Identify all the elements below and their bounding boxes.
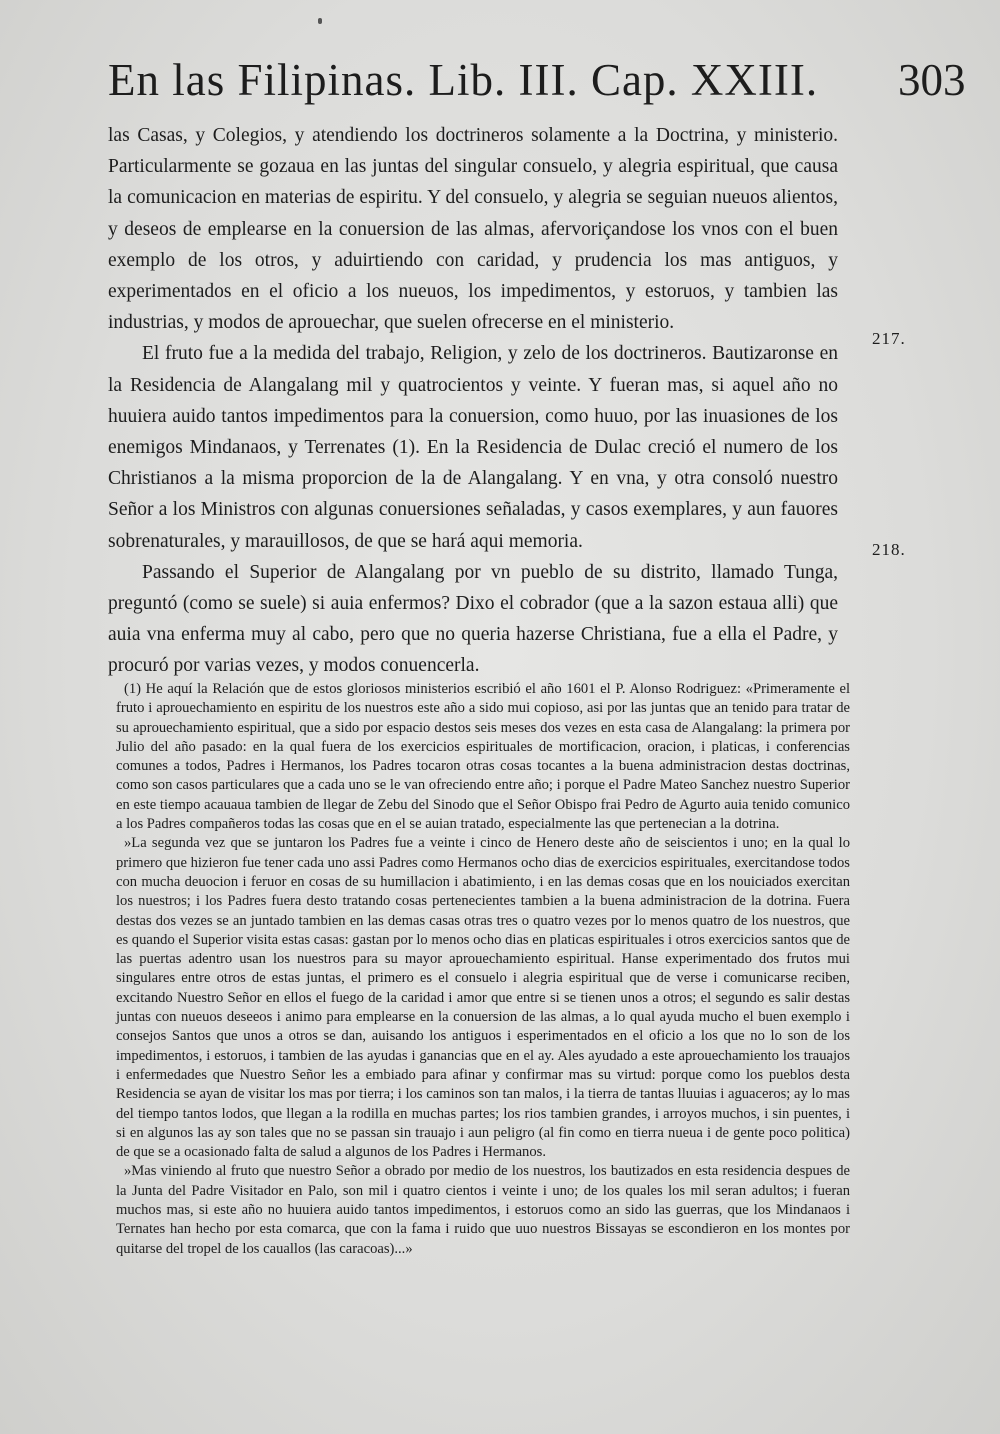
footnote-paragraph-1: (1) He aquí la Relación que de estos gloriosos ministerios escribió el año 1601 el P. Alonso Rodriguez: «Primeramente el fruto i aprouechamiento en espiritu de los nuestros este año a sido mui copioso, asi por las juntas que an tenido para tratar de su aprouechamiento espiritual, que a sido por espacio destos seis meses dos vezes en esta casa de Alangalang: la primera por Julio del año pasado: en la qual fuera de los exercicios espirituales de mortificacion, oracion, i platicas, i conferencias comunes a todos, Padres i Hermanos, los Padres tocaron otras cosas tocantes a la buena administracion destas doctrinas, como son casos particulares que a cada uno se le van ofreciendo entre año; i porque el Padre Mateo Sanchez nuestro Superior en este tiempo acauaua tambien de llegar de Zebu del Sinodo que el Señor Obispo frai Pedro de Agurto auia tenido comunico a los Padres compañeros todas las cosas que en el se auian tratado, especialmente las que pertenecian a la dotrina. <box>116 681 850 833</box>
footnote-paragraph-3: »Mas viniendo al fruto que nuestro Señor a obrado por medio de los nuestros, los bautizados en esta residencia despues de la Junta del Padre Visitador en Palo, son mil i quatro cientos i veinte i uno; de los quales los mil seran adultos; i fueran muchos mas, si este año no huuiera auido tantos impedimentos, i estoruos como an sido las guerras, que los Mindanaos i Ternates han hecho por esta comarca, que con la fama i ruido que uuo nuestros Bissayas se escondieron en los montes por quitarse del tropel de los cauallos (las caracoas)...» <box>116 1163 850 1257</box>
page-header <box>108 52 978 122</box>
footnote-paragraph-2: »La segunda vez que se juntaron los Padres fue a veinte i cinco de Henero deste año de seiscientos i uno; en la qual lo primero que hizieron fue tener cada uno assi Padres como Hermanos ocho dias de exercicios espirituales, exercitandose todos con mucha deuocion i feruor en cosas de su humillacion i abatimiento, i en las demas cosas que en los nouiciados exercitan los nuestros; i los Padres fuera desto tratando cosas pertenecientes tambien a la buena administracion de la dotrina. Fuera destas dos vezes se an juntado tambien en las demas casas otras tres o quatro vezes por lo menos quatro de los nuestros, que es quando el Superior visita estas casas: gastan por lo menos ocho dias en platicas espirituales i otros exercicios santos que de las puertas adentro usan los nuestros para su mayor aprouechamiento espiritual. Hanse experimentado dos frutos mui singulares entre otros de estas juntas, el primero es el consuelo i alegria espiritual que de verse i comunicarse reciben, excitando Nuestro Señor en ellos el fuego de la caridad i amor que entre si se tienen unos a otros; el segundo es salir destas juntas con nueuos deseeos i animo para emplearse en la conuersion de las almas, a lo qual ayuda mucho el buen exemplo i consejos Santos que unos a otros se dan, auisando los antiguos i esperimentados en el oficio a los que no lo son de los impedimentos, i estoruos, i tambien de las ayudas i ganancias que en el ay. Ales ayudado a este aprouechamiento los trauajos i enfermedades que Nuestro Señor les a embiado para afinar y confirmar mas su virtud: porque como los pueblos desta Residencia se ayan de visitar los mas por tierra; i los caminos son tan malos, i la tierra de tantas lluuias i aguaceros; ay lo mas del tiempo tantos lodos, que llegan a la rodilla en muchas partes; los rios tambien grandes, i arroyos muchos, i sin puentes, i si en algunos las ay son tales que no se passan sin trauajo i aun peligro (al fin como en tierra nueua i de gente poco politica) de que se a ocasionado falta de salud a algunos de los Padres i Hermanos. <box>116 835 850 1161</box>
body-paragraph-2: El fruto fue a la medida del trabajo, Religion, y zelo de los doctrineros. Bautizaronse en la Residencia de Alangalang mil y quatrocientos y veinte. Y fueran mas, si aquel año no huuiera auido tantos impedimentos para la conuersion, como huuo, por las inuasiones de los enemigos Mindanaos, y Terrenates (1). En la Residencia de Dulac creció el numero de los Christianos a la misma proporcion de la de Alangalang. Y en vna, y otra consoló nuestro Señor a los Ministros con algunas conuersiones señaladas, y casos exemplares, y aun fauores sobrenaturales, y marauillosos, de que se hará aqui memoria. <box>108 343 838 552</box>
body-paragraph-1: las Casas, y Colegios, y atendiendo los doctrineros solamente a la Doctrina, y ministerio. Particularmente se gozaua en las juntas del singular consuelo, y alegria espiritual, que causa la comunicacion en materias de espiritu. Y del consuelo, y alegria se seguian nueuos alientos, y deseos de emplearse en la conuersion de las almas, afervoriçandose los vnos con el buen exemplo de los otros, y aduirtiendo con caridad, y prudencia los mas antiguos, y experimentados en el oficio a los nueuos, los impedimentos, y estoruos, y tambien las industrias, y modos de aprouechar, que suelen ofrecerse en el ministerio. <box>108 125 838 334</box>
margin-note-217: 217. <box>872 329 906 348</box>
margin-note-218: 218. <box>872 540 906 559</box>
main-text <box>108 120 838 682</box>
footnote <box>116 680 850 1259</box>
running-head: En las Filipinas. Lib. III. Cap. XXIII. <box>108 55 819 105</box>
ink-speck <box>318 18 322 24</box>
page-number: 303 <box>898 55 966 105</box>
body-paragraph-3: Passando el Superior de Alangalang por vn pueblo de su distrito, llamado Tunga, preguntó (como se suele) si auia enfermos? Dixo el cobrador (que a la sazon estaua alli) que auia vna enferma muy al cabo, pero que no queria hazerse Christiana, fue a ella el Padre, y procuró por varias vezes, y modos conuencerla. <box>108 561 838 677</box>
